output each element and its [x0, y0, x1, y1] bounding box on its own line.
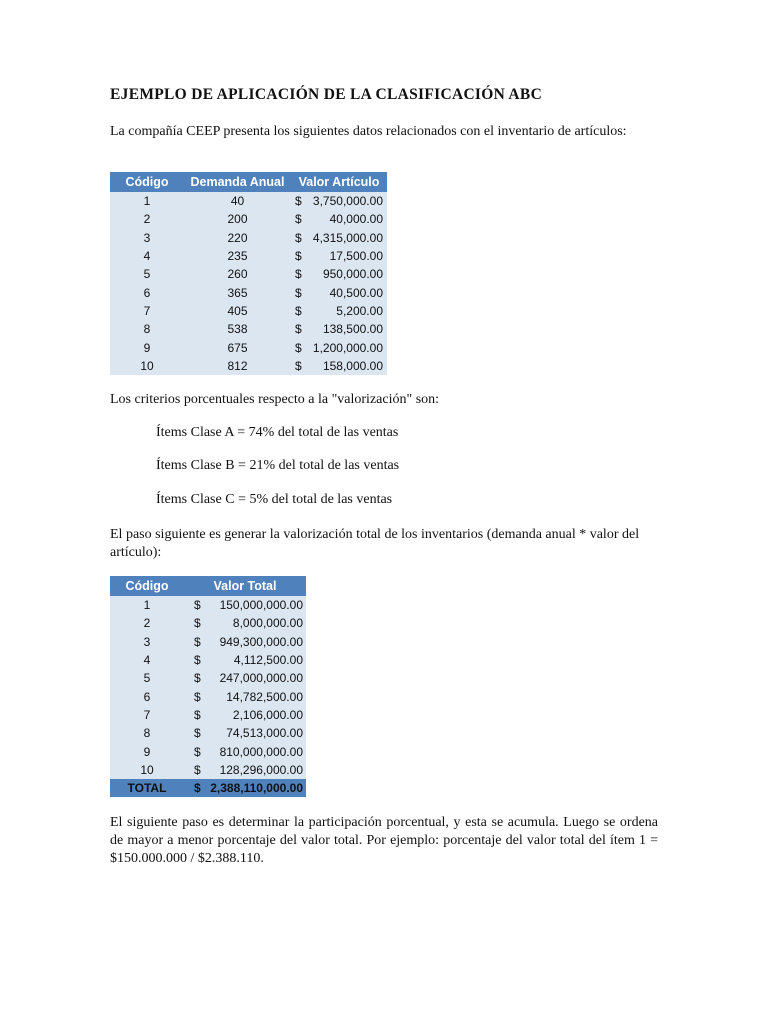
- currency-symbol: $: [295, 340, 302, 355]
- amount: 2,106,000.00: [232, 707, 303, 722]
- inventory-table: [110, 172, 387, 375]
- header-codigo: Código: [110, 172, 184, 192]
- cell-valor-articulo: [291, 210, 387, 228]
- total-value-table-header: [110, 576, 306, 596]
- inventory-table-header: [110, 172, 387, 192]
- intro-paragraph: La compañía CEEP presenta los siguientes datos relacionados con el inventario de artículos:: [110, 124, 627, 139]
- amount: 1,200,000.00: [312, 340, 383, 355]
- currency-symbol: $: [295, 358, 302, 373]
- table-row: [110, 614, 306, 632]
- currency-symbol: $: [194, 707, 201, 722]
- cell-valor-articulo: [291, 320, 387, 338]
- currency-symbol: $: [295, 322, 302, 337]
- table-row: [110, 338, 387, 356]
- currency-symbol: $: [295, 212, 302, 227]
- table-row: [110, 706, 306, 724]
- amount: 2,388,110,000.00: [210, 781, 303, 796]
- header-valor-articulo: Valor Artículo: [291, 172, 387, 192]
- header-valor-total: Valor Total: [184, 576, 306, 596]
- header-demanda-anual: Demanda Anual: [184, 172, 291, 192]
- amount: 5,200.00: [336, 303, 383, 318]
- cell-demanda: 40: [184, 192, 291, 210]
- currency-symbol: $: [194, 653, 201, 668]
- amount: 74,513,000.00: [226, 726, 303, 741]
- table-row: [110, 687, 306, 705]
- cell-demanda: 235: [184, 247, 291, 265]
- amount: 40,000.00: [329, 212, 383, 227]
- table-row: [110, 302, 387, 320]
- cell-codigo: 8: [110, 724, 184, 742]
- table-row: [110, 357, 387, 375]
- cell-codigo: 10: [110, 357, 184, 375]
- amount: 128,296,000.00: [219, 762, 303, 777]
- cell-valor-total: [184, 706, 306, 724]
- cell-valor-total: [184, 687, 306, 705]
- cell-valor-total: [184, 651, 306, 669]
- cell-valor-articulo: [291, 247, 387, 265]
- cell-valor-total: [184, 669, 306, 687]
- amount: 17,500.00: [329, 249, 383, 264]
- cell-codigo: 4: [110, 247, 184, 265]
- document-heading: EJEMPLO DE APLICACIÓN DE LA CLASIFICACIÓN ABC: [110, 86, 543, 103]
- amount: 3,750,000.00: [312, 194, 383, 209]
- cell-codigo: 1: [110, 596, 184, 614]
- criteria-class-b: Ítems Clase B = 21% del total de las ventas: [156, 458, 400, 473]
- amount: 4,315,000.00: [312, 230, 383, 245]
- table-row: [110, 283, 387, 301]
- cell-valor-articulo: [291, 338, 387, 356]
- cell-valor-articulo: [291, 357, 387, 375]
- cell-codigo: 4: [110, 651, 184, 669]
- cell-valor-articulo: [291, 192, 387, 210]
- currency-symbol: $: [295, 267, 302, 282]
- table-row: [110, 724, 306, 742]
- cell-demanda: 812: [184, 357, 291, 375]
- cell-demanda: 220: [184, 229, 291, 247]
- amount: 949,300,000.00: [219, 634, 303, 649]
- criteria-intro: Los criterios porcentuales respecto a la "valorización" son:: [110, 392, 440, 407]
- table-row: [110, 229, 387, 247]
- next-step-paragraph: El paso siguiente es generar la valorización total de los inventarios (demanda anual * valor del artículo):: [110, 527, 640, 560]
- cell-codigo: 6: [110, 283, 184, 301]
- cell-codigo: 6: [110, 687, 184, 705]
- currency-symbol: $: [295, 249, 302, 264]
- criteria-class-a: Ítems Clase A = 74% del total de las ventas: [156, 425, 399, 440]
- cell-codigo: 5: [110, 265, 184, 283]
- currency-symbol: $: [194, 744, 201, 759]
- amount: 950,000.00: [322, 267, 383, 282]
- cell-valor-total: [184, 761, 306, 779]
- cell-valor-total: [184, 614, 306, 632]
- table-row: [110, 596, 306, 614]
- table-row: [110, 247, 387, 265]
- cell-codigo: 7: [110, 302, 184, 320]
- amount: 247,000,000.00: [219, 671, 303, 686]
- criteria-class-c: Ítems Clase C = 5% del total de las ventas: [156, 492, 393, 507]
- cell-codigo: 10: [110, 761, 184, 779]
- cell-valor-articulo: [291, 229, 387, 247]
- total-row: [110, 779, 306, 797]
- currency-symbol: $: [194, 781, 201, 796]
- cell-codigo: 8: [110, 320, 184, 338]
- header-codigo: Código: [110, 576, 184, 596]
- cell-demanda: 365: [184, 283, 291, 301]
- cell-demanda: 200: [184, 210, 291, 228]
- cell-demanda: 260: [184, 265, 291, 283]
- cell-codigo: 5: [110, 669, 184, 687]
- cell-codigo: 2: [110, 614, 184, 632]
- amount: 810,000,000.00: [219, 744, 303, 759]
- cell-demanda: 405: [184, 302, 291, 320]
- table-row: [110, 633, 306, 651]
- currency-symbol: $: [295, 194, 302, 209]
- final-paragraph: El siguiente paso es determinar la participación porcentual, y esta se acumula. Luego se ordena de mayor a menor porcentaje del valor total. Por ejemplo: porcentaje del valor total del ítem 1 = $150.000.000 / $2.388.110.: [110, 815, 658, 866]
- cell-valor-total: [184, 742, 306, 760]
- cell-valor-total: [184, 596, 306, 614]
- currency-symbol: $: [194, 634, 201, 649]
- currency-symbol: $: [194, 671, 201, 686]
- cell-codigo: 3: [110, 229, 184, 247]
- cell-codigo: 7: [110, 706, 184, 724]
- total-value-table: [110, 576, 306, 797]
- currency-symbol: $: [295, 303, 302, 318]
- total-amount: [184, 779, 306, 797]
- table-row: [110, 192, 387, 210]
- cell-valor-total: [184, 724, 306, 742]
- cell-codigo: 2: [110, 210, 184, 228]
- table-row: [110, 761, 306, 779]
- table-row: [110, 669, 306, 687]
- amount: 158,000.00: [322, 358, 383, 373]
- table-row: [110, 651, 306, 669]
- currency-symbol: $: [194, 726, 201, 741]
- cell-demanda: 675: [184, 338, 291, 356]
- amount: 40,500.00: [329, 285, 383, 300]
- table-row: [110, 742, 306, 760]
- currency-symbol: $: [194, 616, 201, 631]
- currency-symbol: $: [194, 689, 201, 704]
- amount: 138,500.00: [322, 322, 383, 337]
- amount: 8,000,000.00: [232, 616, 303, 631]
- amount: 4,112,500.00: [233, 653, 303, 668]
- total-label: TOTAL: [110, 779, 184, 797]
- table-row: [110, 210, 387, 228]
- table-row: [110, 265, 387, 283]
- cell-codigo: 1: [110, 192, 184, 210]
- currency-symbol: $: [194, 598, 201, 613]
- cell-codigo: 3: [110, 633, 184, 651]
- cell-codigo: 9: [110, 742, 184, 760]
- currency-symbol: $: [295, 230, 302, 245]
- currency-symbol: $: [194, 762, 201, 777]
- cell-valor-total: [184, 633, 306, 651]
- amount: 150,000,000.00: [219, 598, 303, 613]
- cell-codigo: 9: [110, 338, 184, 356]
- cell-valor-articulo: [291, 283, 387, 301]
- cell-valor-articulo: [291, 265, 387, 283]
- cell-valor-articulo: [291, 302, 387, 320]
- amount: 14,782,500.00: [226, 689, 303, 704]
- cell-demanda: 538: [184, 320, 291, 338]
- table-row: [110, 320, 387, 338]
- currency-symbol: $: [295, 285, 302, 300]
